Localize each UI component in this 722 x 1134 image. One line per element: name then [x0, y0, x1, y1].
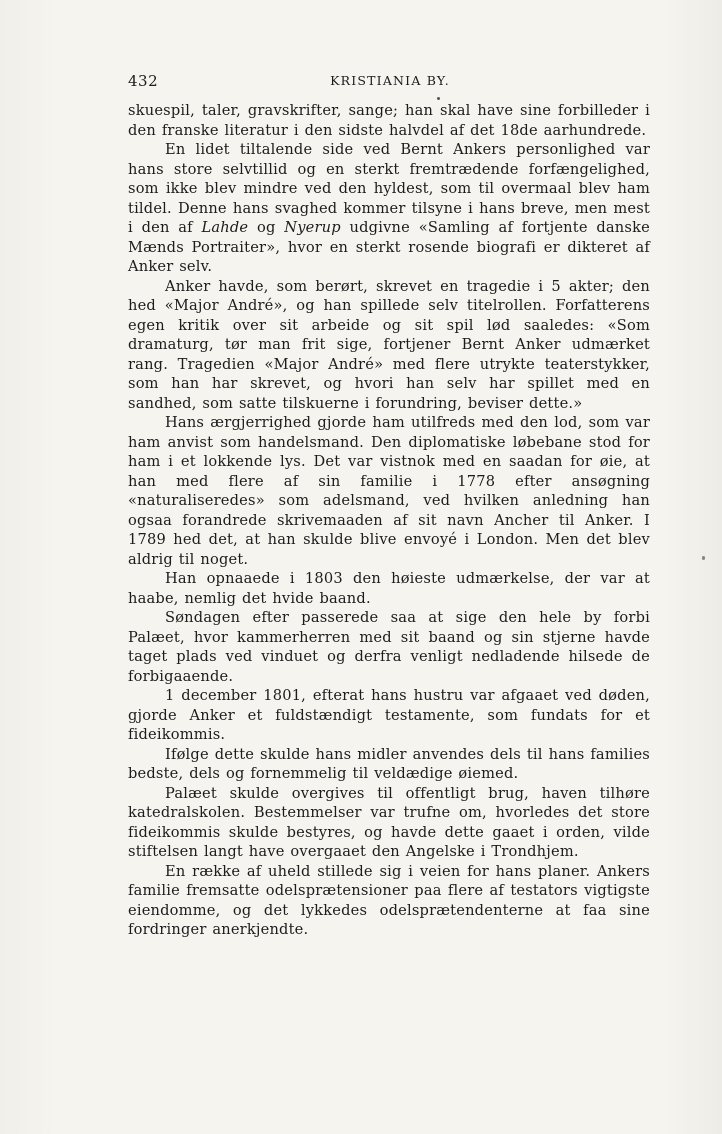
paragraph: Anker havde, som berørt, skrevet en tragedie i 5 akter; den hed «Major André», og han spillede selv titelrollen. Forfatterens egen kritik over sit arbeide og sit spil lød saaledes: «Som dramaturg, tør man frit sige, fortjener Bernt Anker udmærket rang. Tragedien «Major André» med flere utrykte teaterstykker, som han har skrevet, og hvori han selv har spillet med en sandhed, som satte tilskuerne i forundring, beviser dette.»	[128, 277, 650, 412]
page-number: 432	[128, 72, 159, 90]
paragraph: Han opnaaede i 1803 den høieste udmærkelse, der var at haabe, nemlig det hvide baand.	[128, 570, 650, 607]
page-header	[128, 72, 652, 94]
ink-speck	[437, 97, 440, 100]
paragraph: 1 december 1801, efterat hans hustru var afgaaet ved døden, gjorde Anker et fuldstændigt testamente, som fundats for et fideikommis.	[128, 687, 650, 743]
margin-mark	[702, 556, 705, 560]
paragraph: En lidet tiltalende side ved Bernt Ankers personlighed var hans store selvtillid og en sterkt fremtrædende forfængelighed, som ikke blev mindre ved den hyldest, som til overmaal blev ham tildel. Denne hans svaghed kommer tilsyne i hans breve, men mest i den af Lahde og Nyerup udgivne «Samling af fortjente danske Mænds Portraiter», hvor en sterkt rosende biografi er dikteret af Anker selv.	[128, 141, 650, 275]
running-head: KRISTIANIA BY.	[330, 73, 450, 88]
body-text	[128, 101, 650, 940]
paragraph: Palæet skulde overgives til offentligt brug, haven tilhøre katedralskolen. Bestemmelser var trufne om, hvorledes det store fideikommis skulde bestyres, og havde dette gaaet i orden, vilde stiftelsen langt have overgaaet den Angelske i Trondhjem.	[128, 784, 650, 860]
paragraph: Ifølge dette skulde hans midler anvendes dels til hans families bedste, dels og fornemmelig til veldædige øiemed.	[128, 745, 650, 782]
author-name-nyerup: Nyerup	[284, 219, 341, 236]
paragraph: skuespil, taler, gravskrifter, sange; han skal have sine forbilleder i den franske literatur i den sidste halvdel af det 18de aarhundrede.	[128, 102, 650, 139]
paragraph: Søndagen efter passerede saa at sige den hele by forbi Palæet, hvor kammerherren med sit baand og sin stjerne havde taget plads ved vinduet og derfra venligt nedladende hilsede de forbigaaende.	[128, 609, 650, 685]
author-name-lahde: Lahde	[201, 219, 249, 236]
paragraph: En række af uheld stillede sig i veien for hans planer. Ankers familie fremsatte odelsprætensioner paa flere af testators vigtigste eiendomme, og det lykkedes odelsprætendenterne at faa sine fordringer anerkjendte.	[128, 862, 650, 938]
paragraph: Hans ærgjerrighed gjorde ham utilfreds med den lod, som var ham anvist som handelsmand. Den diplomatiske løbebane stod for ham i et lokkende lys. Det var vistnok med en saadan for øie, at han med flere af sin familie i 1778 efter ansøgning «naturaliseredes» som adelsmand, ved hvilken anledning han ogsaa forandrede skrivemaaden af sit navn Ancher til Anker. I 1789 hed det, at han skulde blive envoyé i London. Men det blev aldrig til noget.	[128, 414, 650, 568]
